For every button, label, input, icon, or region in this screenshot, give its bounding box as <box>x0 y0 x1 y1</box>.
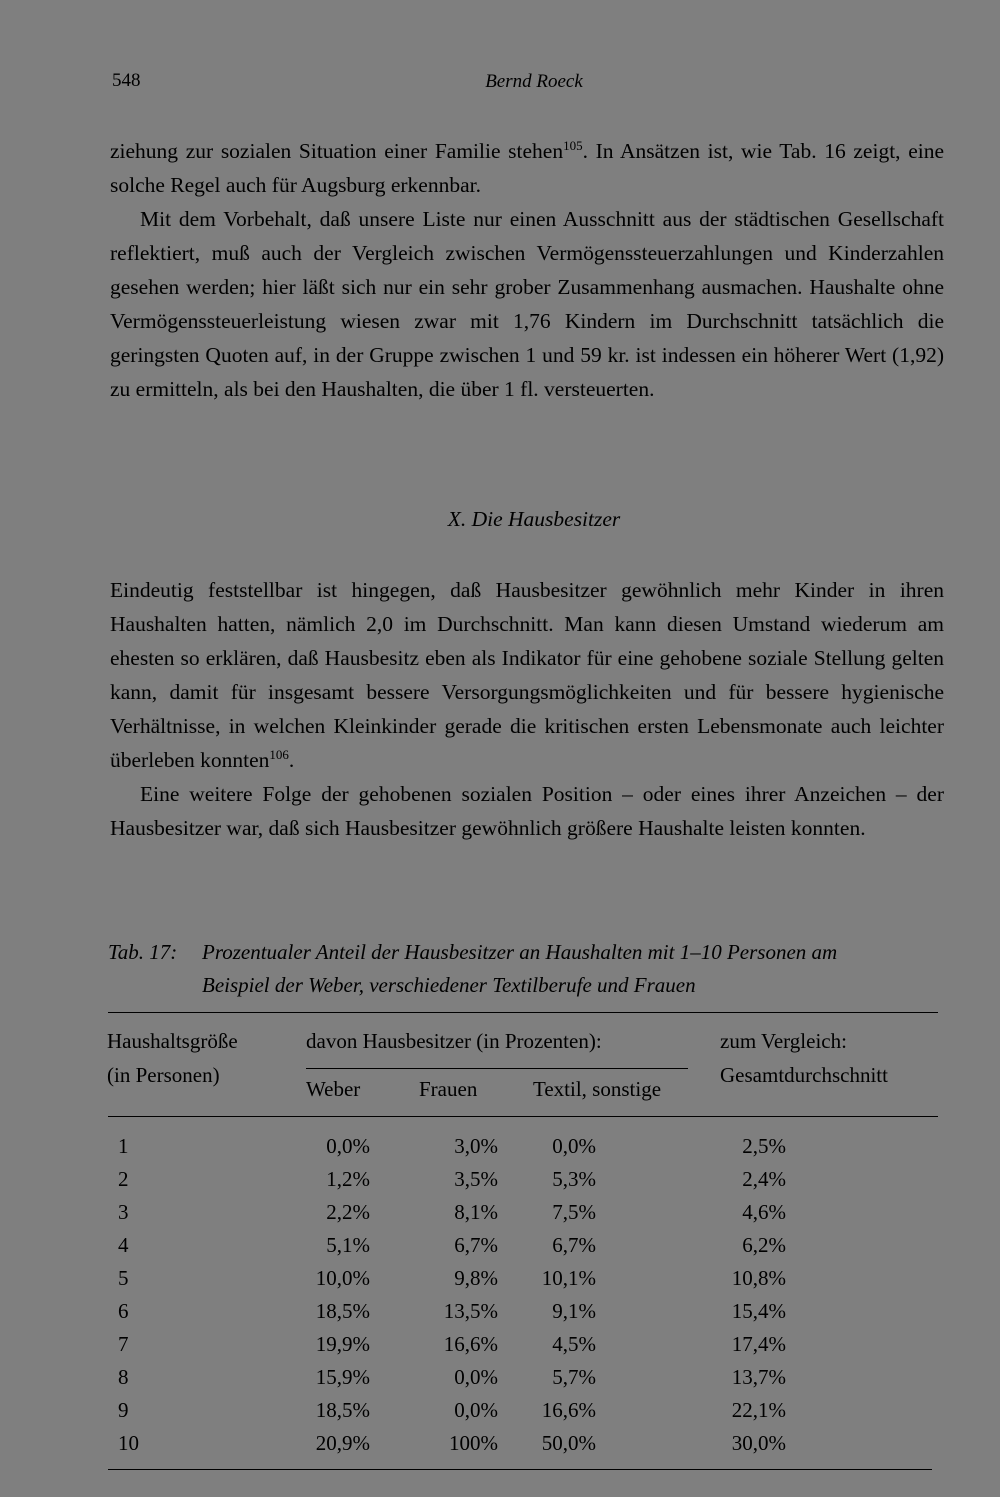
cell-gesamt: 4,6% <box>742 1200 786 1224</box>
header-compare-line2: Gesamtdurchschnitt <box>720 1063 888 1087</box>
cell-frauen: 9,8% <box>454 1266 498 1290</box>
header-group: davon Hausbesitzer (in Prozenten): <box>306 1029 602 1053</box>
cell-textil: 0,0% <box>552 1134 596 1158</box>
cell-textil: 16,6% <box>541 1398 596 1422</box>
cell-textil: 9,1% <box>552 1299 596 1323</box>
footnote-ref-105: 105 <box>563 138 583 153</box>
cell-textil: 50,0% <box>541 1431 596 1455</box>
paragraph-text: . <box>288 748 295 772</box>
table-caption <box>108 936 942 1002</box>
running-head: Bernd Roeck <box>485 71 583 92</box>
paragraph-continued <box>110 134 944 202</box>
footnote-ref-106: 106 <box>269 747 289 762</box>
cell-frauen: 3,5% <box>454 1167 498 1191</box>
cell-gesamt: 15,4% <box>731 1299 786 1323</box>
cell-frauen: 3,0% <box>454 1134 498 1158</box>
header-textil: Textil, sonstige <box>533 1077 662 1101</box>
cell-gesamt: 30,0% <box>731 1431 786 1455</box>
cell-weber: 19,9% <box>315 1332 370 1356</box>
header-size-line1: Haushaltsgröße <box>107 1029 238 1053</box>
paragraph-text: ziehung zur sozialen Situation einer Familie stehen <box>110 139 564 163</box>
cell-weber: 10,0% <box>315 1266 370 1290</box>
cell-weber: 2,2% <box>326 1200 370 1224</box>
caption-text: Prozentualer Anteil der Hausbesitzer an Haushalten mit 1–10 Personen am <box>202 940 838 964</box>
paragraph-block-2 <box>110 573 944 845</box>
cell-textil: 5,7% <box>552 1365 596 1389</box>
cell-frauen: 0,0% <box>454 1398 498 1422</box>
cell-size: 8 <box>118 1365 129 1389</box>
cell-weber: 15,9% <box>315 1365 370 1389</box>
cell-frauen: 16,6% <box>443 1332 498 1356</box>
paragraph-vermoegen: Mit dem Vorbehalt, daß unsere Liste nur einen Ausschnitt aus der städtischen Gesellschaft reflektiert, muß auch der Vergleich zwischen Vermögenssteuerzahlungen und Kinderzahlen gesehen werden; hier läßt sich nur ein sehr grober Zusammenhang ausmachen. Haushalte ohne Vermögenssteuerleistung wiesen zwar mit 1,76 Kindern im Durchschnitt tatsächlich die geringsten Quoten auf, in der Gruppe zwischen 1 und 59 kr. ist indessen ein höherer Wert (1,92) zu ermitteln, als bei den Haushalten, die über 1 fl. versteuerten. <box>110 207 944 401</box>
cell-weber: 18,5% <box>315 1398 370 1422</box>
cell-weber: 1,2% <box>326 1167 370 1191</box>
table-top-rule <box>108 1012 938 1013</box>
paragraph-text: . In Ansätzen ist, wie Tab. 16 zeigt, eine solche Regel auch für Augsburg erkennbar. <box>110 139 945 197</box>
caption-line-1 <box>108 936 942 969</box>
cell-gesamt: 22,1% <box>731 1398 786 1422</box>
caption-line-2: Beispiel der Weber, verschiedener Textilberufe und Frauen <box>202 973 696 997</box>
table-header-rule <box>108 1116 938 1117</box>
paragraph-text: Eindeutig feststellbar ist hingegen, daß Hausbesitzer gewöhnlich mehr Kinder in ihren Haushalten hatten, nämlich 2,0 im Durchschnitt. Man kann diesen Umstand wiederum am ehesten so erklären, daß Hausbesitz eben als Indikator für eine gehobene soziale Stellung gelten kann, damit für insgesamt bessere Versorgungsmöglichkeiten und für bessere hygienische Verhältnisse, in welchen Kleinkinder gerade die kritischen ersten Lebensmonate auch leichter überleben konnten <box>110 578 944 772</box>
table-bottom-rule <box>108 1469 932 1470</box>
header-weber: Weber <box>306 1077 361 1101</box>
cell-size: 9 <box>118 1398 129 1422</box>
cell-frauen: 100% <box>449 1431 498 1455</box>
cell-frauen: 8,1% <box>454 1200 498 1224</box>
cell-weber: 20,9% <box>315 1431 370 1455</box>
cell-weber: 5,1% <box>326 1233 370 1257</box>
header-size-line2: (in Personen) <box>107 1063 220 1087</box>
caption-label: Tab. 17: <box>108 940 178 964</box>
cell-gesamt: 13,7% <box>731 1365 786 1389</box>
cell-weber: 18,5% <box>315 1299 370 1323</box>
cell-textil: 4,5% <box>552 1332 596 1356</box>
cell-textil: 7,5% <box>552 1200 596 1224</box>
cell-size: 5 <box>118 1266 129 1290</box>
cell-textil: 5,3% <box>552 1167 596 1191</box>
cell-size: 6 <box>118 1299 129 1323</box>
cell-weber: 0,0% <box>326 1134 370 1158</box>
cell-textil: 6,7% <box>552 1233 596 1257</box>
section-title: X. Die Hausbesitzer <box>447 507 621 531</box>
cell-frauen: 6,7% <box>454 1233 498 1257</box>
cell-textil: 10,1% <box>541 1266 596 1290</box>
cell-gesamt: 2,5% <box>742 1134 786 1158</box>
paragraph-hausbesitzer <box>110 573 944 777</box>
cell-size: 3 <box>118 1200 129 1224</box>
cell-gesamt: 2,4% <box>742 1167 786 1191</box>
cell-size: 7 <box>118 1332 129 1356</box>
cell-size: 10 <box>118 1431 139 1455</box>
cell-size: 2 <box>118 1167 129 1191</box>
paragraph-block-1 <box>110 134 944 406</box>
cell-gesamt: 6,2% <box>742 1233 786 1257</box>
cell-gesamt: 17,4% <box>731 1332 786 1356</box>
cell-size: 4 <box>118 1233 129 1257</box>
cell-gesamt: 10,8% <box>731 1266 786 1290</box>
cell-frauen: 0,0% <box>454 1365 498 1389</box>
cell-size: 1 <box>118 1134 129 1158</box>
page-number: 548 <box>112 70 141 91</box>
paragraph-haushalte: Eine weitere Folge der gehobenen sozialen Position – oder eines ihrer Anzeichen – der Hausbesitzer war, daß sich Hausbesitzer gewöhnlich größere Haushalte leisten konnten. <box>110 782 944 840</box>
cell-frauen: 13,5% <box>443 1299 498 1323</box>
header-compare-line1: zum Vergleich: <box>720 1029 847 1053</box>
header-frauen: Frauen <box>419 1077 478 1101</box>
group-rule <box>306 1068 688 1069</box>
